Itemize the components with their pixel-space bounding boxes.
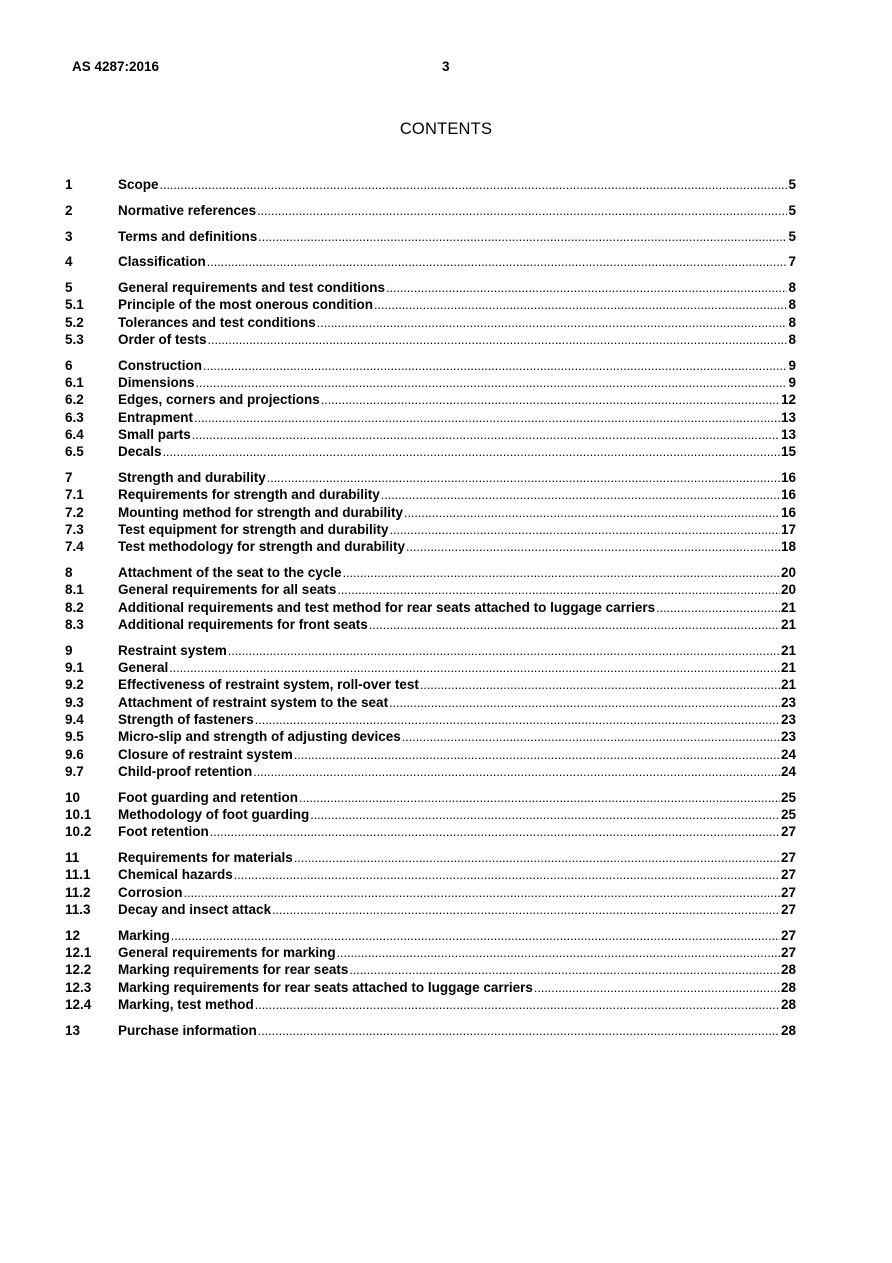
toc-entry-title: Strength and durability (118, 470, 266, 486)
toc-dot-leader (255, 712, 780, 729)
toc-entry-number: 9.6 (65, 746, 84, 762)
toc-entry-page: 15 (780, 444, 796, 460)
toc-entry-title: Corrosion (118, 884, 183, 900)
toc-entry-number: 4 (65, 254, 73, 270)
toc-entry-title: Decals (118, 444, 162, 460)
toc-entry-title: Attachment of restraint system to the seat (118, 694, 389, 710)
toc-entry-number: 6.1 (65, 375, 84, 391)
toc-entry-number: 11.3 (65, 901, 91, 917)
page-number: 3 (442, 59, 450, 74)
toc-entry[interactable] (65, 927, 796, 944)
toc-entry[interactable] (65, 676, 796, 693)
toc-entry-title: Marking (118, 927, 170, 943)
toc-dot-leader (192, 427, 780, 444)
toc-entry-page: 8 (788, 332, 796, 348)
toc-dot-leader (267, 470, 780, 487)
toc-entry-page: 20 (780, 565, 796, 581)
toc-dot-leader (194, 410, 780, 427)
toc-entry-number: 10 (65, 789, 81, 805)
toc-section-group (65, 176, 796, 193)
toc-entry-number: 7.3 (65, 522, 84, 538)
toc-entry-title: Additional requirements for front seats (118, 617, 368, 633)
toc-entry-number: 6.5 (65, 444, 84, 460)
toc-dot-leader (203, 358, 787, 375)
toc-entry-number: 5.2 (65, 314, 84, 330)
toc-entry-page: 13 (780, 409, 796, 425)
toc-entry[interactable] (65, 806, 796, 823)
toc-entry-title: Decay and insect attack (118, 901, 272, 917)
toc-entry-page: 23 (780, 712, 796, 728)
toc-entry-page: 28 (780, 1022, 796, 1038)
toc-dot-leader (169, 660, 780, 677)
toc-entry[interactable] (65, 1022, 796, 1039)
toc-entry-number: 6.3 (65, 409, 84, 425)
document-designation: AS 4287:2016 (72, 59, 160, 74)
toc-entry-number: 9 (65, 642, 73, 658)
toc-entry[interactable] (65, 538, 796, 555)
toc-entry[interactable] (65, 504, 796, 521)
toc-entry[interactable] (65, 443, 796, 460)
toc-entry-number: 11.1 (65, 867, 91, 883)
toc-entry-title: Foot retention (118, 824, 209, 840)
toc-entry-number: 9.3 (65, 694, 84, 710)
toc-entry[interactable] (65, 659, 796, 676)
toc-entry-page: 21 (780, 677, 796, 693)
toc-section-group (65, 564, 796, 633)
toc-entry-number: 10.2 (65, 824, 92, 840)
toc-entry-number: 6.4 (65, 427, 84, 443)
toc-entry-page: 23 (780, 729, 796, 745)
toc-dot-leader (258, 229, 787, 246)
toc-dot-leader (389, 695, 780, 712)
toc-entry-number: 6.2 (65, 392, 84, 408)
toc-dot-leader (299, 790, 780, 807)
toc-dot-leader (402, 729, 780, 746)
toc-entry-number: 5.1 (65, 297, 84, 313)
toc-entry-title: Additional requirements and test method for rear seats attached to luggage carriers (118, 599, 656, 615)
toc-dot-leader (386, 280, 787, 297)
toc-entry[interactable] (65, 616, 796, 633)
toc-entry-page: 23 (780, 694, 796, 710)
toc-dot-leader (310, 807, 780, 824)
toc-entry-number: 5 (65, 280, 73, 296)
toc-entry-title: Child-proof retention (118, 763, 253, 779)
toc-entry-number: 11.2 (65, 884, 91, 900)
toc-dot-leader (171, 928, 780, 945)
toc-dot-leader (253, 764, 780, 781)
toc-entry-title: Scope (118, 177, 159, 192)
toc-dot-leader (234, 867, 780, 884)
toc-entry[interactable] (65, 469, 796, 486)
toc-entry[interactable] (65, 599, 796, 616)
toc-entry[interactable] (65, 901, 796, 918)
toc-entry-title: Foot guarding and retention (118, 789, 298, 805)
toc-dot-leader (534, 980, 780, 997)
toc-entry-page: 9 (788, 357, 796, 373)
toc-entry-title: General (118, 660, 169, 676)
toc-entry-page: 21 (780, 642, 796, 658)
toc-entry[interactable] (65, 486, 796, 503)
toc-entry[interactable] (65, 228, 796, 245)
toc-dot-leader (294, 747, 780, 764)
toc-entry-page: 5 (788, 202, 796, 218)
toc-section-group (65, 927, 796, 1013)
toc-entry-page: 24 (780, 763, 796, 779)
toc-entry-number: 2 (65, 202, 73, 218)
toc-entry[interactable] (65, 357, 796, 374)
toc-dot-leader (160, 177, 788, 194)
toc-dot-leader (208, 332, 788, 349)
toc-entry-title: Strength of fasteners (118, 712, 254, 728)
toc-dot-leader (420, 677, 780, 694)
toc-entry-number: 8.1 (65, 582, 84, 598)
toc-entry-number: 9.5 (65, 729, 84, 745)
toc-entry[interactable] (65, 746, 796, 763)
toc-section-group (65, 228, 796, 245)
toc-entry[interactable] (65, 866, 796, 883)
toc-entry-page: 18 (780, 539, 796, 555)
toc-entry[interactable] (65, 581, 796, 598)
toc-entry[interactable] (65, 564, 796, 581)
toc-entry-page: 27 (780, 824, 796, 840)
toc-entry-number: 12 (65, 927, 81, 943)
toc-dot-leader (656, 600, 780, 617)
toc-entry[interactable] (65, 279, 796, 296)
toc-entry-number: 6 (65, 357, 73, 373)
toc-entry[interactable] (65, 409, 796, 426)
toc-dot-leader (349, 962, 780, 979)
contents-heading: CONTENTS (399, 120, 493, 138)
toc-entry-title: Restraint system (118, 642, 227, 658)
toc-entry-number: 11 (65, 850, 80, 866)
toc-entry-title: Order of tests (118, 332, 207, 348)
toc-dot-leader (272, 902, 780, 919)
toc-entry[interactable] (65, 884, 796, 901)
toc-dot-leader (374, 297, 787, 314)
toc-entry-page: 27 (780, 927, 796, 943)
toc-dot-leader (258, 1023, 780, 1040)
toc-entry-title: Requirements for materials (118, 850, 293, 866)
toc-dot-leader (196, 375, 788, 392)
toc-entry-number: 7.2 (65, 504, 84, 520)
toc-entry-number: 9.2 (65, 677, 84, 693)
toc-entry-number: 12.3 (65, 979, 92, 995)
toc-dot-leader (343, 565, 780, 582)
toc-entry-number: 3 (65, 228, 73, 244)
toc-entry-number: 5.3 (65, 332, 84, 348)
toc-section-group (65, 202, 796, 219)
toc-entry-title: Small parts (118, 427, 191, 443)
toc-dot-leader (163, 444, 780, 461)
toc-dot-leader (404, 505, 780, 522)
toc-entry-title: Tolerances and test conditions (118, 314, 316, 330)
toc-entry[interactable] (65, 979, 796, 996)
toc-entry-title: General requirements for marking (118, 945, 336, 961)
toc-entry-page: 27 (780, 884, 796, 900)
toc-entry-title: Classification (118, 254, 206, 270)
toc-dot-leader (228, 643, 780, 660)
toc-entry[interactable] (65, 944, 796, 961)
toc-entry-number: 7.1 (65, 487, 84, 503)
toc-entry-title: Marking requirements for rear seats (118, 962, 349, 978)
toc-entry-title: Edges, corners and projections (118, 392, 320, 408)
toc-entry-number: 9.4 (65, 712, 84, 728)
toc-entry[interactable] (65, 763, 796, 780)
toc-entry-page: 25 (780, 807, 796, 822)
toc-dot-leader (210, 824, 780, 841)
toc-entry[interactable] (65, 823, 796, 840)
toc-entry-title: Requirements for strength and durability (118, 487, 380, 503)
toc-entry[interactable] (65, 331, 796, 348)
toc-dot-leader (390, 522, 780, 539)
toc-entry-page: 21 (780, 599, 796, 615)
toc-section-group (65, 789, 796, 841)
toc-entry[interactable] (65, 789, 796, 806)
toc-entry-title: Marking, test method (118, 996, 254, 1012)
toc-dot-leader (257, 203, 787, 220)
toc-entry-title: Mounting method for strength and durability (118, 504, 403, 520)
toc-entry-number: 9.7 (65, 763, 84, 779)
toc-section-group (65, 279, 796, 348)
toc-entry-page: 13 (780, 427, 796, 443)
toc-entry-number: 9.1 (65, 660, 84, 676)
toc-entry-title: Purchase information (118, 1022, 257, 1038)
toc-dot-leader (337, 582, 780, 599)
toc-entry-number: 8 (65, 565, 73, 581)
toc-entry-number: 13 (65, 1022, 81, 1038)
toc-entry-title: Normative references (118, 202, 257, 218)
toc-entry-title: Attachment of the seat to the cycle (118, 565, 342, 581)
toc-entry-page: 24 (780, 746, 796, 762)
toc-entry-page: 5 (788, 228, 796, 244)
toc-section-group (65, 849, 796, 918)
toc-entry-page: 16 (780, 470, 796, 486)
toc-entry-page: 28 (780, 979, 796, 995)
toc-entry-page: 7 (788, 254, 796, 270)
toc-entry-title: General requirements for all seats (118, 582, 337, 598)
toc-entry[interactable] (65, 202, 796, 219)
toc-entry-title: Closure of restraint system (118, 746, 293, 762)
toc-entry-number: 12.1 (65, 945, 92, 961)
toc-entry-title: Effectiveness of restraint system, roll-over test (118, 677, 419, 693)
toc-entry-page: 27 (780, 901, 796, 917)
toc-entry-number: 12.4 (65, 996, 92, 1012)
toc-entry[interactable] (65, 694, 796, 711)
toc-entry-page: 21 (780, 660, 796, 676)
toc-entry-title: Construction (118, 357, 202, 373)
toc-entry-number: 8.3 (65, 617, 84, 633)
toc-entry[interactable] (65, 391, 796, 408)
toc-dot-leader (406, 539, 780, 556)
toc-dot-leader (317, 315, 788, 332)
toc-entry[interactable] (65, 296, 796, 313)
toc-entry-title: General requirements and test conditions (118, 280, 386, 296)
toc-dot-leader (381, 487, 780, 504)
toc-entry-number: 8.2 (65, 599, 84, 615)
toc-entry[interactable] (65, 253, 796, 270)
toc-dot-leader (321, 392, 780, 409)
toc-entry-title: Principle of the most onerous condition (118, 297, 374, 313)
toc-entry-page: 25 (780, 789, 796, 805)
toc-entry-page: 16 (780, 487, 796, 503)
toc-entry[interactable] (65, 374, 796, 391)
table-of-contents (65, 176, 796, 1048)
toc-section-group (65, 469, 796, 555)
toc-entry-number: 10.1 (65, 807, 92, 822)
toc-entry-number: 12.2 (65, 962, 92, 978)
toc-entry-page: 9 (788, 375, 796, 391)
toc-section-group (65, 1022, 796, 1039)
toc-entry[interactable] (65, 711, 796, 728)
toc-entry-title: Micro-slip and strength of adjusting devices (118, 729, 401, 745)
toc-entry[interactable] (65, 426, 796, 443)
toc-entry-number: 7.4 (65, 539, 84, 555)
toc-entry-page: 21 (780, 617, 796, 633)
toc-entry[interactable] (65, 521, 796, 538)
toc-entry-page: 27 (780, 850, 796, 866)
toc-entry-page: 17 (780, 522, 796, 538)
toc-entry-number: 1 (65, 177, 73, 192)
toc-entry-page: 28 (780, 996, 796, 1012)
toc-entry-page: 28 (780, 962, 796, 978)
toc-dot-leader (294, 850, 780, 867)
toc-entry[interactable] (65, 961, 796, 978)
toc-entry-page: 27 (780, 945, 796, 961)
toc-entry-title: Chemical hazards (118, 867, 233, 883)
toc-section-group (65, 357, 796, 461)
toc-dot-leader (207, 254, 788, 271)
toc-section-group (65, 642, 796, 780)
toc-entry[interactable] (65, 849, 796, 866)
toc-entry-title: Test equipment for strength and durability (118, 522, 389, 538)
toc-entry-page: 8 (788, 314, 796, 330)
toc-entry-page: 8 (788, 280, 796, 296)
toc-entry[interactable] (65, 996, 796, 1013)
toc-dot-leader (184, 885, 780, 902)
toc-entry-page: 20 (780, 582, 796, 598)
toc-entry[interactable] (65, 314, 796, 331)
toc-entry-title: Entrapment (118, 409, 194, 425)
toc-entry-title: Terms and definitions (118, 228, 258, 244)
toc-entry-title: Marking requirements for rear seats attached to luggage carriers (118, 979, 533, 995)
toc-entry-title: Test methodology for strength and durability (118, 539, 406, 555)
toc-entry-page: 5 (788, 177, 796, 192)
toc-entry-page: 16 (780, 504, 796, 520)
toc-entry[interactable] (65, 728, 796, 745)
toc-entry[interactable] (65, 642, 796, 659)
toc-dot-leader (369, 617, 780, 634)
toc-entry-page: 8 (788, 297, 796, 313)
toc-entry-title: Dimensions (118, 375, 195, 391)
toc-entry[interactable] (65, 176, 796, 193)
toc-entry-page: 12 (780, 392, 796, 408)
toc-entry-number: 7 (65, 470, 73, 486)
toc-dot-leader (255, 997, 780, 1014)
toc-entry-page: 27 (780, 867, 796, 883)
toc-entry-title: Methodology of foot guarding (118, 807, 310, 822)
toc-dot-leader (337, 945, 780, 962)
toc-section-group (65, 253, 796, 270)
